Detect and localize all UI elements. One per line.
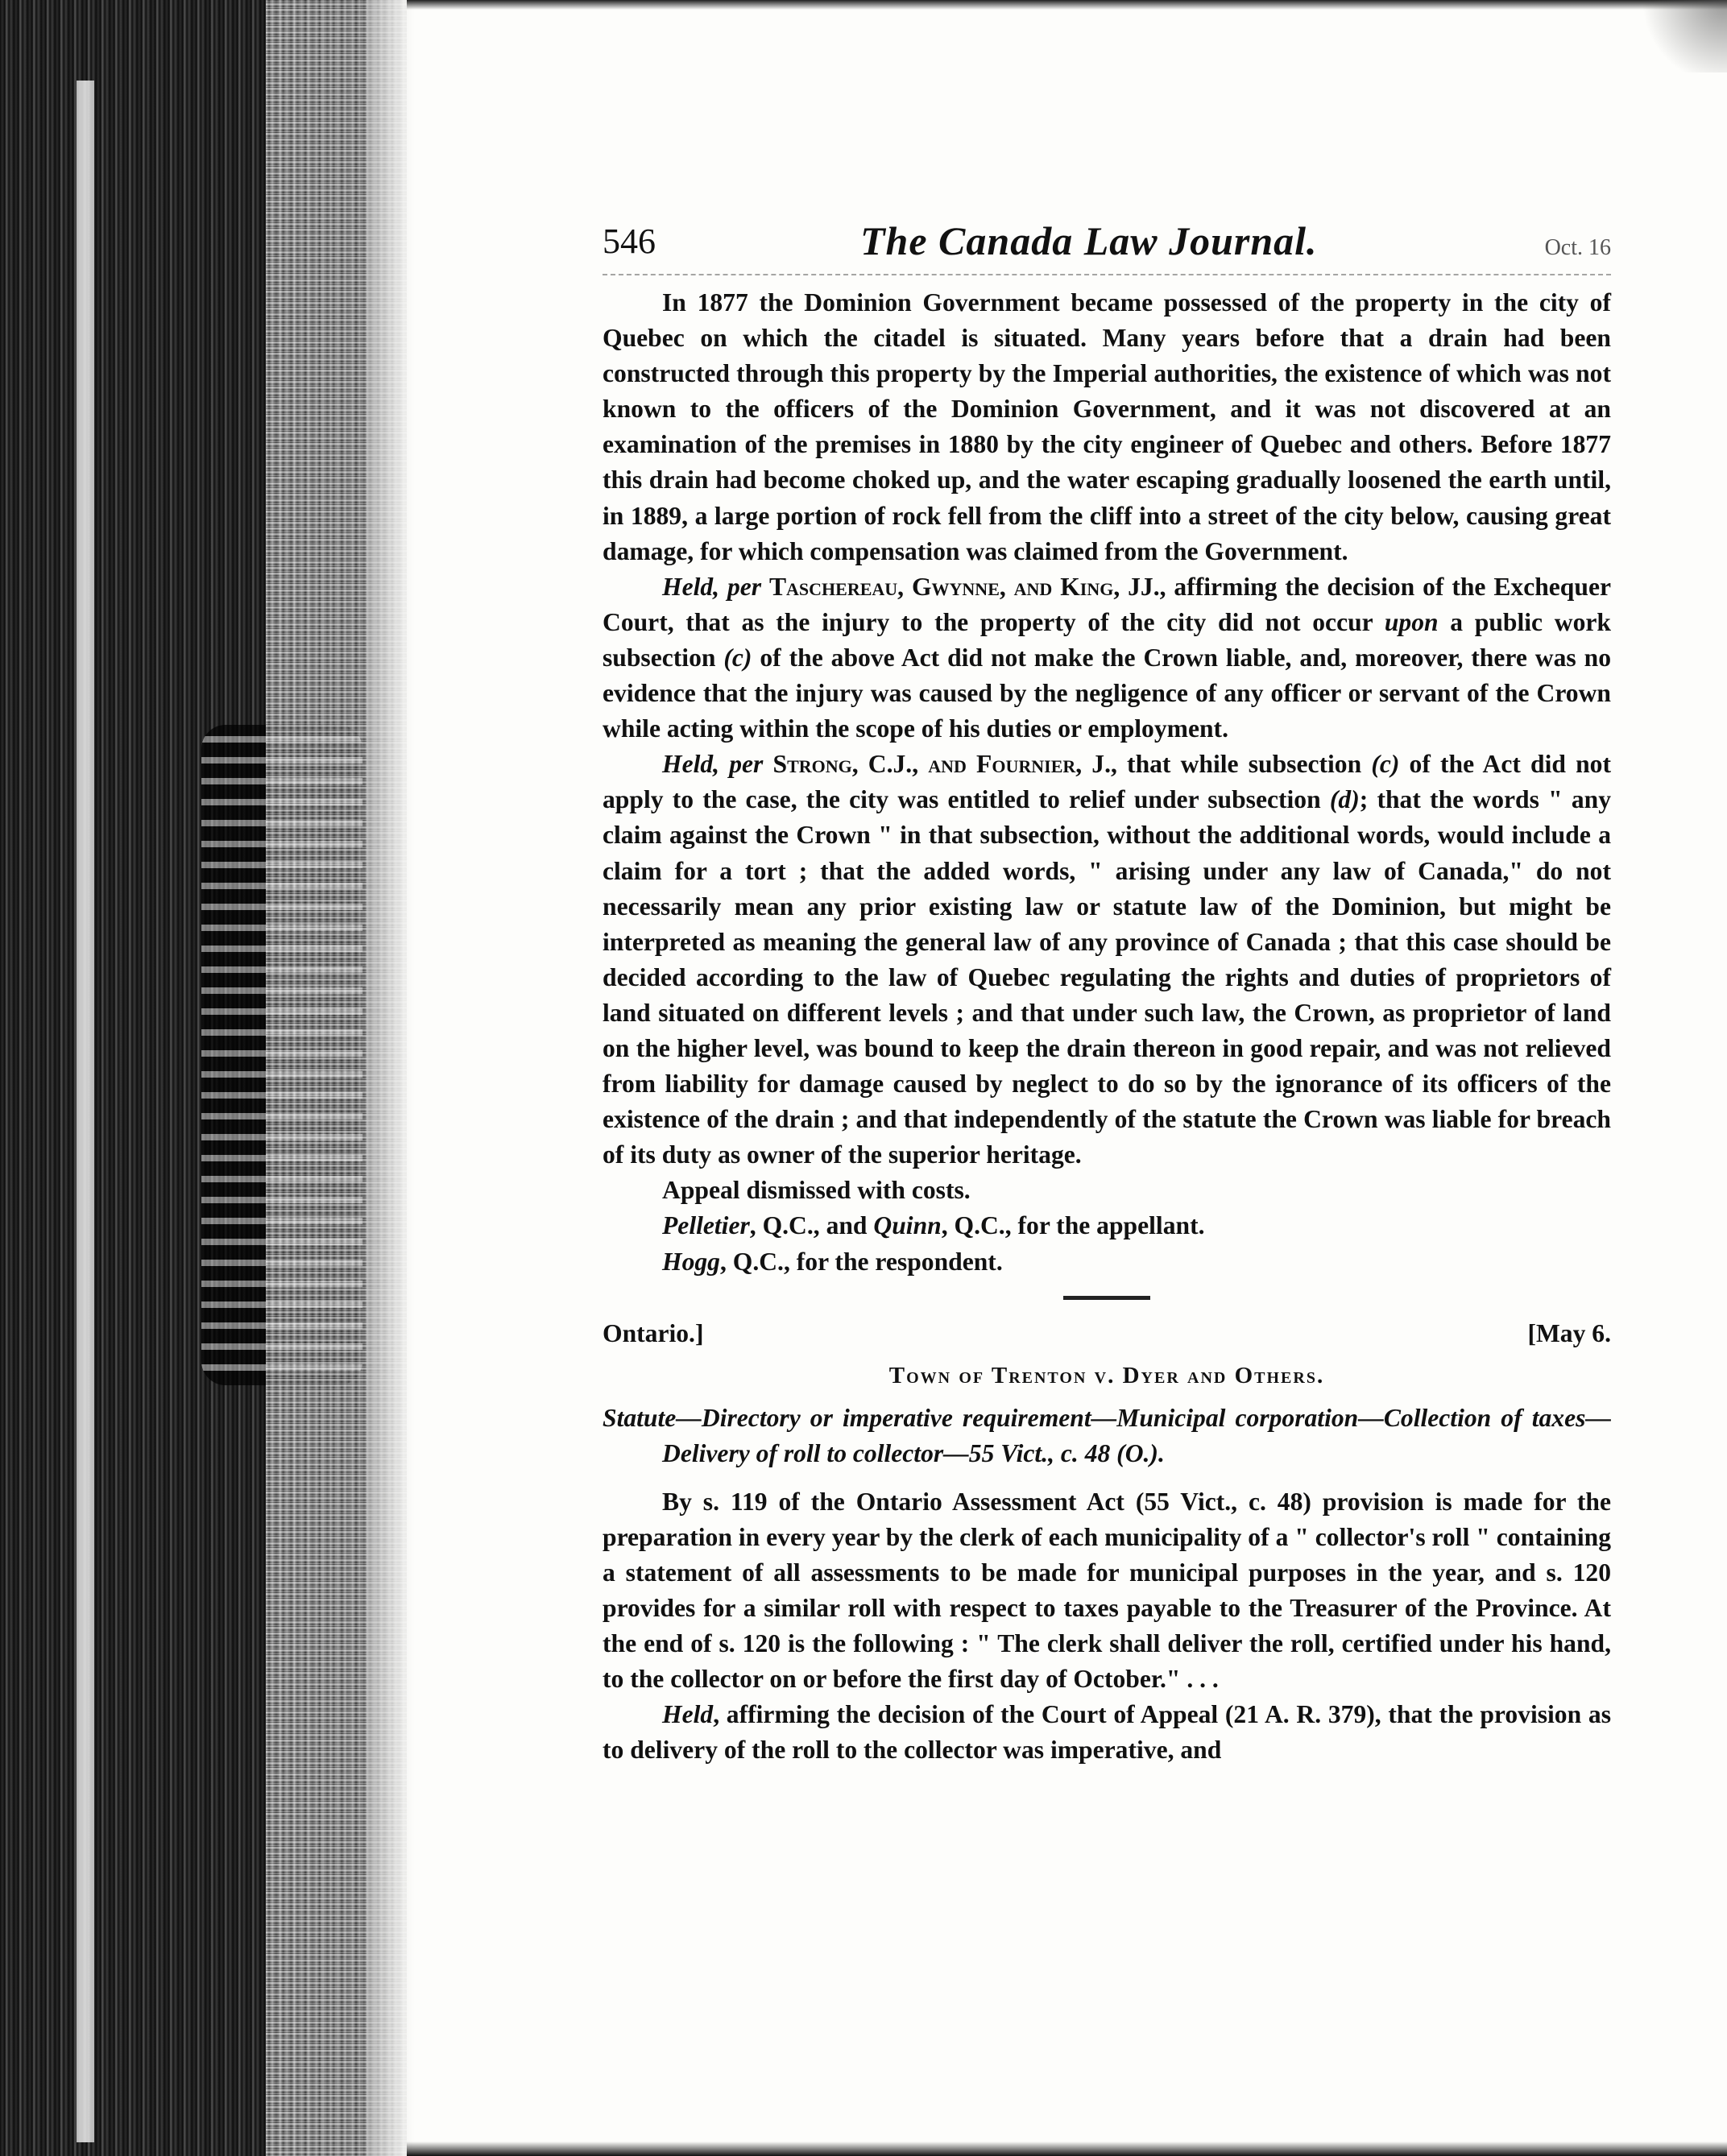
jurisdiction: Ontario.] [603,1318,704,1347]
gutter-highlight [77,81,94,2142]
holding-text: , affirming the decision of the Court of Appeal (21 A. R. 379), that the provision as to delivery of the roll to the collector was imperative, and [603,1700,1611,1765]
holding-text: ; that the words " any claim against the Crown " in that subsection, without the additional words, would include a claim for a tort ; that the added words, " arising under any law of Canada," do not necessarily mean any prior existing law or statute law of the Dominion, but might be interpreted as meaning the general law of any province of Canada ; that this case should be decided according to the law of Quebec regulating the rights and duties of proprietors of land situated on different levels ; and that under such law, the Crown, as proprietor of land on the higher level, was bound to keep the drain thereon in good repair, and was not relieved from liability for damage caused by neglect to do so by the ignorance of its officers of the existence of the drain ; and that independently of the statute the Crown was liable for breach of its duty as owner of the superior heritage. [603,785,1611,1169]
section-divider [1063,1296,1150,1300]
disposition: Appeal dismissed with costs. [662,1176,971,1205]
facts-paragraph: By s. 119 of the Ontario Assessment Act (55 Vict., c. 48) provision is made for the preparation in every year by the clerk of each municipality of a " collector's roll " containing a statement of all assessments to be made for municipal purposes in the year, and s. 120 provides for a similar roll with respect to taxes payable to the Treasurer of the Province. At the end of s. 120 is the following : " The clerk shall deliver the roll, certified under his hand, to the collector on or before the first day of October." . . . [603,1487,1611,1694]
gutter-fade [367,0,415,2156]
case-headnote: Statute—Directory or imperative requirement—Municipal corporation—Collection of taxes—Delivery of roll to collector—55 Vict., c. 48 (O.). [603,1403,1611,1467]
case-title: Town of Trenton v. Dyer and Others. [888,1362,1325,1388]
held-label: Held, per [662,572,762,601]
counsel-name: Pelletier [662,1211,750,1240]
counsel-respondent [603,1244,1611,1280]
counsel-appellant [603,1208,1611,1244]
held-label: Held [662,1700,714,1729]
subsection-ref: (c) [1371,750,1400,779]
case-two [603,1314,1611,1769]
running-head [603,217,1611,275]
judges-majority: Taschereau, Gwynne, and King, JJ. [768,572,1160,601]
decision-date: [May 6. [1527,1318,1611,1347]
case-jurisdiction-line [603,1314,1611,1351]
holding-text: a public work subsection [603,607,1611,672]
holding-text: , that while subsection [1111,750,1372,779]
holding-text: of the Act did not apply to the case, the city was entitled to relief under subsection [603,750,1611,814]
journal-title: The Canada Law Journal. [860,218,1318,263]
bottom-shadow [407,2142,1727,2156]
counsel-name: Quinn [873,1211,942,1240]
issue-date: Oct. 16 [1544,235,1611,260]
counsel-text: , Q.C., for the appellant. [941,1211,1205,1240]
top-shadow [407,0,1727,10]
holding-text: upon [1384,607,1439,636]
counsel-name: Hogg [662,1247,720,1276]
page-content [603,217,1611,1768]
corner-smudge [1630,0,1727,72]
judges-minority: Strong, C.J., and Fournier, J. [772,750,1111,779]
counsel-text: , Q.C., and [749,1211,874,1240]
counsel-text: , Q.C., for the respondent. [719,1247,1003,1276]
holding-paragraph [603,1697,1611,1768]
holding-text: , affirming the decision of the Exchequer Court, that as the injury to the property of the city did not occur [603,572,1611,636]
facts-paragraph: In 1877 the Dominion Government became possessed of the property in the city of Quebec on which the citadel is situated. Many years before that a drain had been constructed through this property by the Imperial authorities, the existence of which was not known to the officers of the Dominion Government, and it was not discovered at an examination of the premises in 1880 by the city engineer of Quebec and others. Before 1877 this drain had become choked up, and the water escaping gradually loosened the earth until, in 1889, a large portion of rock fell from the cliff into a street of the city below, causing great damage, for which compensation was claimed from the Government. [603,288,1611,565]
holding-paragraph-2 [603,747,1611,1173]
subsection-ref: (c) [723,643,752,672]
holding-paragraph-1 [603,569,1611,747]
held-label: Held, per [662,750,764,779]
page-number: 546 [603,221,656,261]
case-one [603,285,1611,1280]
subsection-ref: (d) [1329,785,1360,814]
holding-text: of the above Act did not make the Crown liable, and, moreover, there was no evidence that the injury was caused by the negligence of any officer or servant of the Crown while acting within the scope of his duties or employment. [603,643,1611,743]
